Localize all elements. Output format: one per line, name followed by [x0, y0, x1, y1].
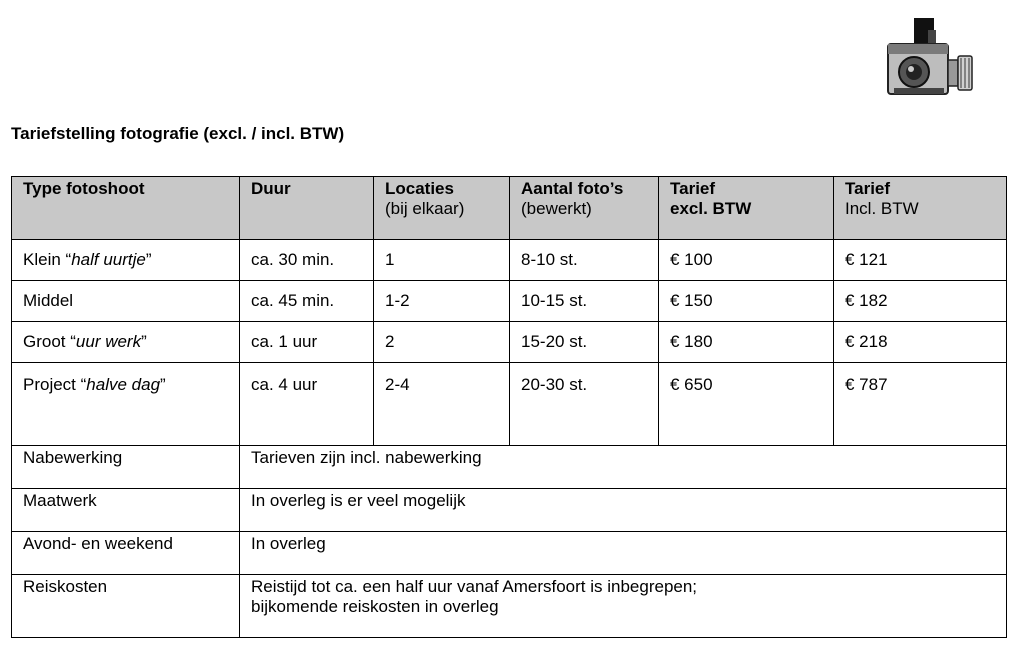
note-text: In overleg is er veel mogelijk — [240, 489, 1007, 532]
price-excl-cell: € 100 — [659, 240, 834, 281]
note-text: Tarieven zijn incl. nabewerking — [240, 446, 1007, 489]
table-row — [12, 281, 1007, 322]
fotos-cell: 8-10 st. — [510, 240, 659, 281]
locaties-cell: 1-2 — [374, 281, 510, 322]
type-cell: Middel — [12, 281, 240, 322]
note-text: In overleg — [240, 532, 1007, 575]
price-excl-cell: € 650 — [659, 363, 834, 446]
note-label: Avond- en weekend — [12, 532, 240, 575]
locaties-cell: 2-4 — [374, 363, 510, 446]
type-cell: Klein “half uurtje” — [12, 240, 240, 281]
price-excl-cell: € 150 — [659, 281, 834, 322]
note-label: Reiskosten — [12, 575, 240, 638]
price-incl-cell: € 787 — [834, 363, 1007, 446]
duur-cell: ca. 45 min. — [240, 281, 374, 322]
note-row — [12, 446, 1007, 489]
fotos-cell: 20-30 st. — [510, 363, 659, 446]
header-cell: Aantal foto’s (bewerkt) — [510, 177, 659, 240]
type-cell: Groot “uur werk” — [12, 322, 240, 363]
table-row — [12, 363, 1007, 446]
locaties-cell: 1 — [374, 240, 510, 281]
fotos-cell: 15-20 st. — [510, 322, 659, 363]
header-cell: Tarief Incl. BTW — [834, 177, 1007, 240]
header-cell: Tarief excl. BTW — [659, 177, 834, 240]
note-label: Maatwerk — [12, 489, 240, 532]
note-row — [12, 575, 1007, 638]
locaties-cell: 2 — [374, 322, 510, 363]
header-cell: Duur — [240, 177, 374, 240]
duur-cell: ca. 30 min. — [240, 240, 374, 281]
price-incl-cell: € 218 — [834, 322, 1007, 363]
fotos-cell: 10-15 st. — [510, 281, 659, 322]
price-excl-cell: € 180 — [659, 322, 834, 363]
table-header-row — [12, 177, 1007, 240]
duur-cell: ca. 1 uur — [240, 322, 374, 363]
header-cell: Type fotoshoot — [12, 177, 240, 240]
table-row — [12, 322, 1007, 363]
price-incl-cell: € 182 — [834, 281, 1007, 322]
header-cell: Locaties (bij elkaar) — [374, 177, 510, 240]
camera-icon — [884, 16, 976, 98]
note-text: Reistijd tot ca. een half uur vanaf Amersfoort is inbegrepen; bijkomende reiskosten in overleg — [240, 575, 1007, 638]
note-label: Nabewerking — [12, 446, 240, 489]
table-row — [12, 240, 1007, 281]
price-incl-cell: € 121 — [834, 240, 1007, 281]
duur-cell: ca. 4 uur — [240, 363, 374, 446]
type-cell: Project “halve dag” — [12, 363, 240, 446]
rates-table — [11, 176, 1007, 638]
page-title: Tariefstelling fotografie (excl. / incl. BTW) — [11, 124, 345, 143]
note-row — [12, 489, 1007, 532]
note-row — [12, 532, 1007, 575]
